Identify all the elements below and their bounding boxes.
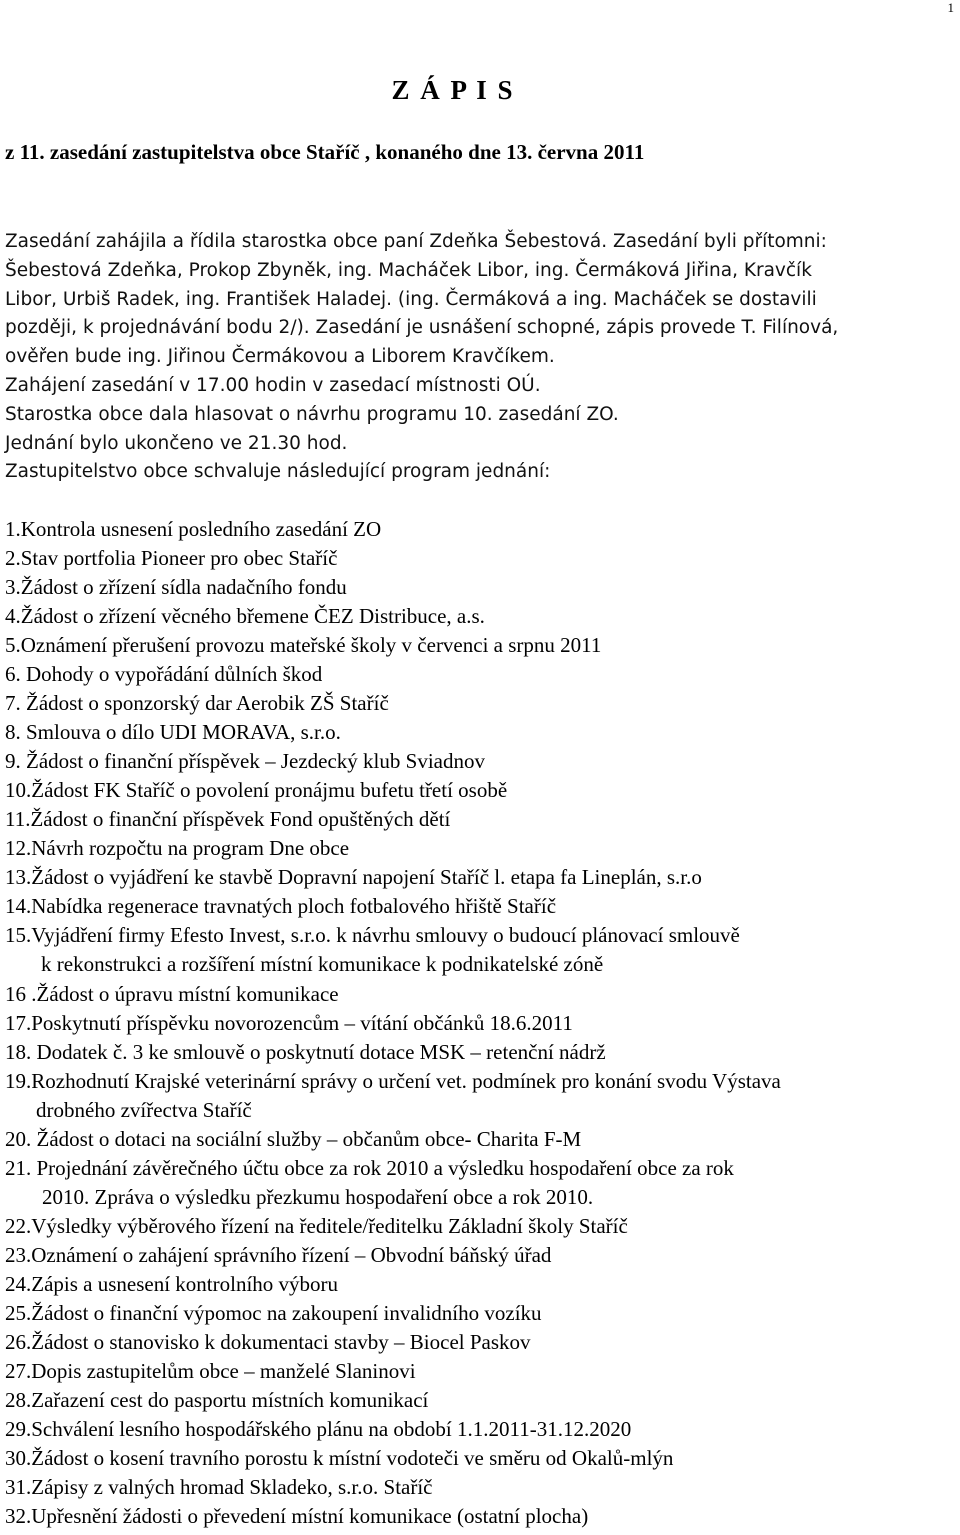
agenda-item: 20. Žádost o dotaci na sociální služby – občanům obce- Charita F-M bbox=[5, 1126, 582, 1151]
agenda-item: 18. Dodatek č. 3 ke smlouvě o poskytnutí dotace MSK – retenční nádrž bbox=[5, 1039, 606, 1064]
agenda-item: 17.Poskytnutí příspěvku novorozencům – vítání občánků 18.6.2011 bbox=[5, 1010, 573, 1035]
intro-line: Zasedání zahájila a řídila starostka obce paní Zdeňka Šebestová. Zasedání byli přítomni: bbox=[5, 231, 827, 252]
agenda-item: 4.Žádost o zřízení věcného břemene ČEZ Distribuce, a.s. bbox=[5, 604, 485, 629]
intro-line: Zahájení zasedání v 17.00 hodin v zasedací místnosti OÚ. bbox=[5, 374, 541, 396]
page-number: 1 bbox=[947, 0, 954, 15]
agenda-item: 19.Rozhodnutí Krajské veterinární správy o určení vet. podmínek pro konání svodu Výstava bbox=[5, 1068, 781, 1093]
agenda-item: 22.Výsledky výběrového řízení na ředitele/ředitelku Základní školy Staříč bbox=[5, 1213, 628, 1238]
agenda-item: 30.Žádost o kosení travního porostu k místní vodoteči ve směru od Okalů-mlýn bbox=[5, 1446, 674, 1470]
agenda-item: 26.Žádost o stanovisko k dokumentaci stavby – Biocel Paskov bbox=[5, 1329, 531, 1354]
document-title: Z Á P I S bbox=[391, 75, 515, 105]
agenda-item: 5.Oznámení přerušení provozu mateřské školy v červenci a srpnu 2011 bbox=[5, 633, 602, 658]
agenda-item: 2.Stav portfolia Pioneer pro obec Staříč bbox=[5, 546, 338, 571]
agenda-item: 31.Zápisy z valných hromad Skladeko, s.r.o. Staříč bbox=[5, 1475, 433, 1500]
agenda-item: 16 .Žádost o úpravu místní komunikace bbox=[5, 981, 339, 1006]
agenda-item-continuation: drobného zvířectva Staříč bbox=[36, 1097, 252, 1122]
intro-line: Šebestová Zdeňka, Prokop Zbyněk, ing. Macháček Libor, ing. Čermáková Jiřina, Kravčík bbox=[5, 259, 812, 281]
agenda-item: 32.Upřesnění žádosti o převedení místní komunikace (ostatní plocha) bbox=[5, 1504, 589, 1529]
agenda-item: 3.Žádost o zřízení sídla nadačního fondu bbox=[5, 575, 347, 600]
agenda-item: 25.Žádost o finanční výpomoc na zakoupení invalidního vozíku bbox=[5, 1300, 542, 1325]
intro-line: Jednání bylo ukončeno ve 21.30 hod. bbox=[5, 432, 348, 454]
intro-paragraph bbox=[5, 228, 945, 487]
agenda-item: 13.Žádost o vyjádření ke stavbě Dopravní napojení Staříč l. etapa fa Lineplán, s.r.o bbox=[5, 865, 702, 890]
agenda-item: 24.Zápis a usnesení kontrolního výboru bbox=[5, 1271, 339, 1296]
agenda-item: 29.Schválení lesního hospodářského plánu na období 1.1.2011-31.12.2020 bbox=[5, 1416, 632, 1441]
agenda-item: 8. Smlouva o dílo UDI MORAVA, s.r.o. bbox=[5, 720, 341, 745]
agenda-item: 12.Návrh rozpočtu na program Dne obce bbox=[5, 836, 350, 861]
agenda-item: 27.Dopis zastupitelům obce – manželé Slaninovi bbox=[5, 1358, 416, 1383]
agenda-item-continuation: k rekonstrukci a rozšíření místní komunikace k podnikatelské zóně bbox=[41, 952, 604, 977]
agenda-item: 1.Kontrola usnesení posledního zasedání ZO bbox=[5, 517, 382, 541]
agenda-list bbox=[5, 515, 950, 1531]
agenda-item: 9. Žádost o finanční příspěvek – Jezdecký klub Sviadnov bbox=[5, 749, 485, 774]
agenda-item-continuation: 2010. Zpráva o výsledku přezkumu hospodaření obce a rok 2010. bbox=[42, 1184, 594, 1209]
intro-line: později, k projednávání bodu 2/). Zasedání je usnášení schopné, zápis provede T. Filínová, bbox=[5, 317, 839, 339]
agenda-item: 14.Nabídka regenerace travnatých ploch fotbalového hřiště Staříč bbox=[5, 894, 557, 919]
intro-line: Libor, Urbiš Radek, ing. František Haladej. (ing. Čermáková a ing. Macháček se dostavili bbox=[5, 288, 817, 310]
agenda-item: 11.Žádost o finanční příspěvek Fond opuštěných dětí bbox=[5, 807, 451, 832]
agenda-item: 23.Oznámení o zahájení správního řízení – Obvodní báňský úřad bbox=[5, 1242, 552, 1267]
agenda-item: 15.Vyjádření firmy Efesto Invest, s.r.o. k návrhu smlouvy o budoucí plánovací smlouvě bbox=[5, 923, 740, 948]
intro-line: Zastupitelstvo obce schvaluje následující program jednání: bbox=[5, 461, 551, 483]
intro-line: Starostka obce dala hlasovat o návrhu programu 10. zasedání ZO. bbox=[5, 403, 619, 425]
agenda-item: 6. Dohody o vypořádání důlních škod bbox=[5, 662, 323, 687]
agenda-item: 10.Žádost FK Staříč o povolení pronájmu bufetu třetí osobě bbox=[5, 778, 508, 803]
intro-line: ověřen bude ing. Jiřinou Čermákovou a Liborem Kravčíkem. bbox=[5, 346, 555, 368]
agenda-item: 7. Žádost o sponzorský dar Aerobik ZŠ Staříč bbox=[5, 691, 389, 716]
document-subtitle: z 11. zasedání zastupitelstva obce Staříč , konaného dne 13. června 2011 bbox=[5, 140, 645, 164]
agenda-item: 21. Projednání závěrečného účtu obce za rok 2010 a výsledku hospodaření obce za rok bbox=[5, 1155, 734, 1180]
agenda-item: 28.Zařazení cest do pasportu místních komunikací bbox=[5, 1387, 429, 1412]
